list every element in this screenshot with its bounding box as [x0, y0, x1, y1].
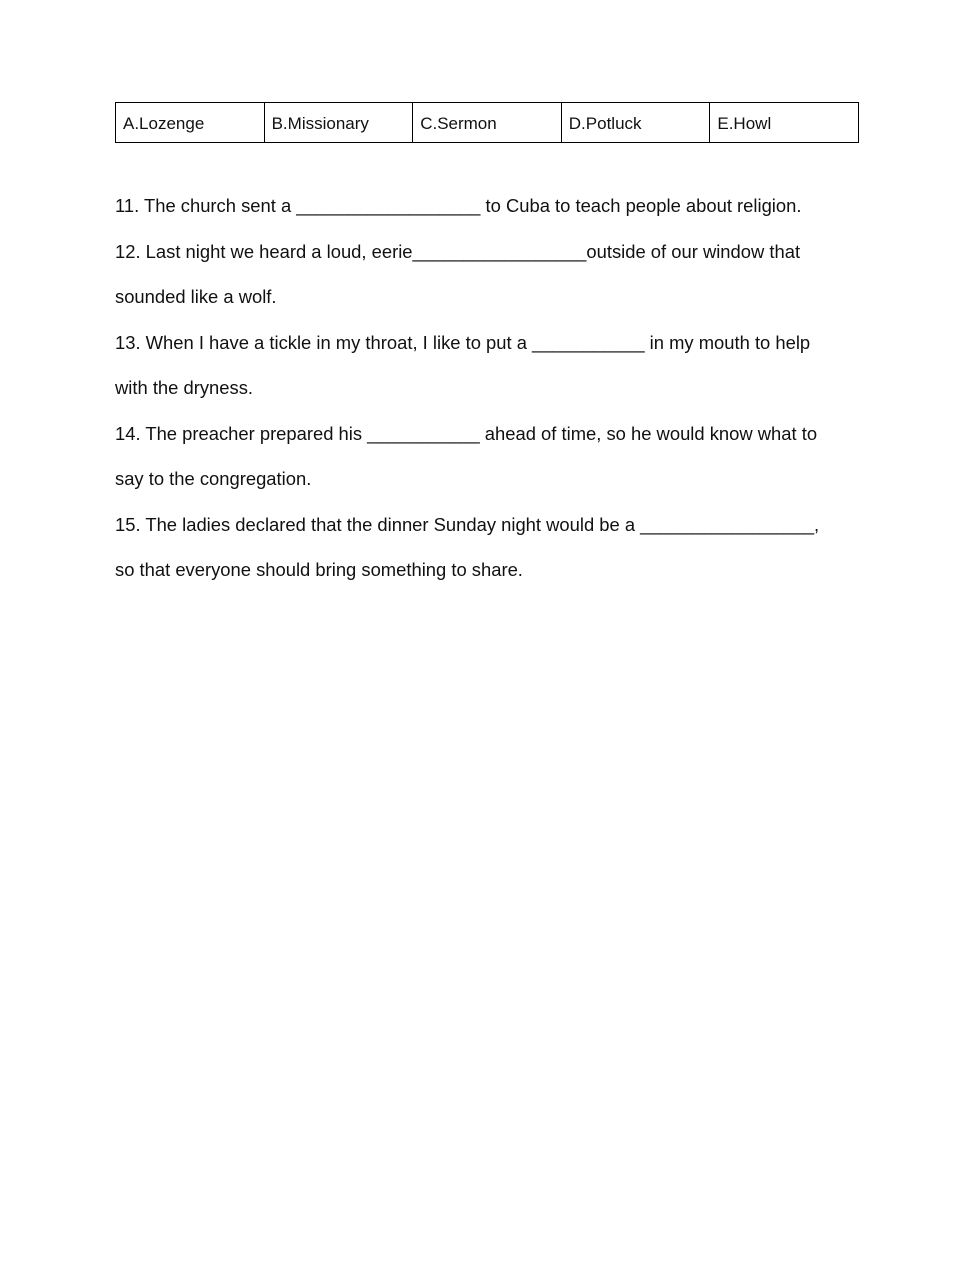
question-12-line-2: sounded like a wolf. — [115, 286, 277, 307]
word-bank-cell-b: B.Missionary — [264, 103, 413, 143]
question-15-line-1: 15. The ladies declared that the dinner Sunday night would be a _________________, — [115, 513, 820, 535]
question-14-line-2: say to the congregation. — [115, 468, 312, 489]
word-bank-cell-e: E.Howl — [710, 103, 859, 143]
word-bank-cell-d: D.Potluck — [561, 103, 710, 143]
question-list — [115, 183, 860, 593]
question-15-line-2: so that everyone should bring something to share. — [115, 559, 523, 580]
word-bank-cell-c: C.Sermon — [413, 103, 562, 143]
question-12-line-1: 12. Last night we heard a loud, eerie_________________outside of our window that — [115, 240, 801, 262]
word-bank-table — [115, 102, 859, 143]
question-13-line-1: 13. When I have a tickle in my throat, I like to put a ___________ in my mouth to help — [115, 331, 811, 353]
question-14-line-1: 14. The preacher prepared his ___________ ahead of time, so he would know what to — [115, 422, 818, 444]
question-11-line-1: 11. The church sent a __________________ to Cuba to teach people about religion. — [115, 195, 802, 216]
word-bank-cell-a: A.Lozenge — [116, 103, 265, 143]
question-13-line-2: with the dryness. — [115, 377, 253, 398]
word-bank-row — [116, 103, 859, 143]
